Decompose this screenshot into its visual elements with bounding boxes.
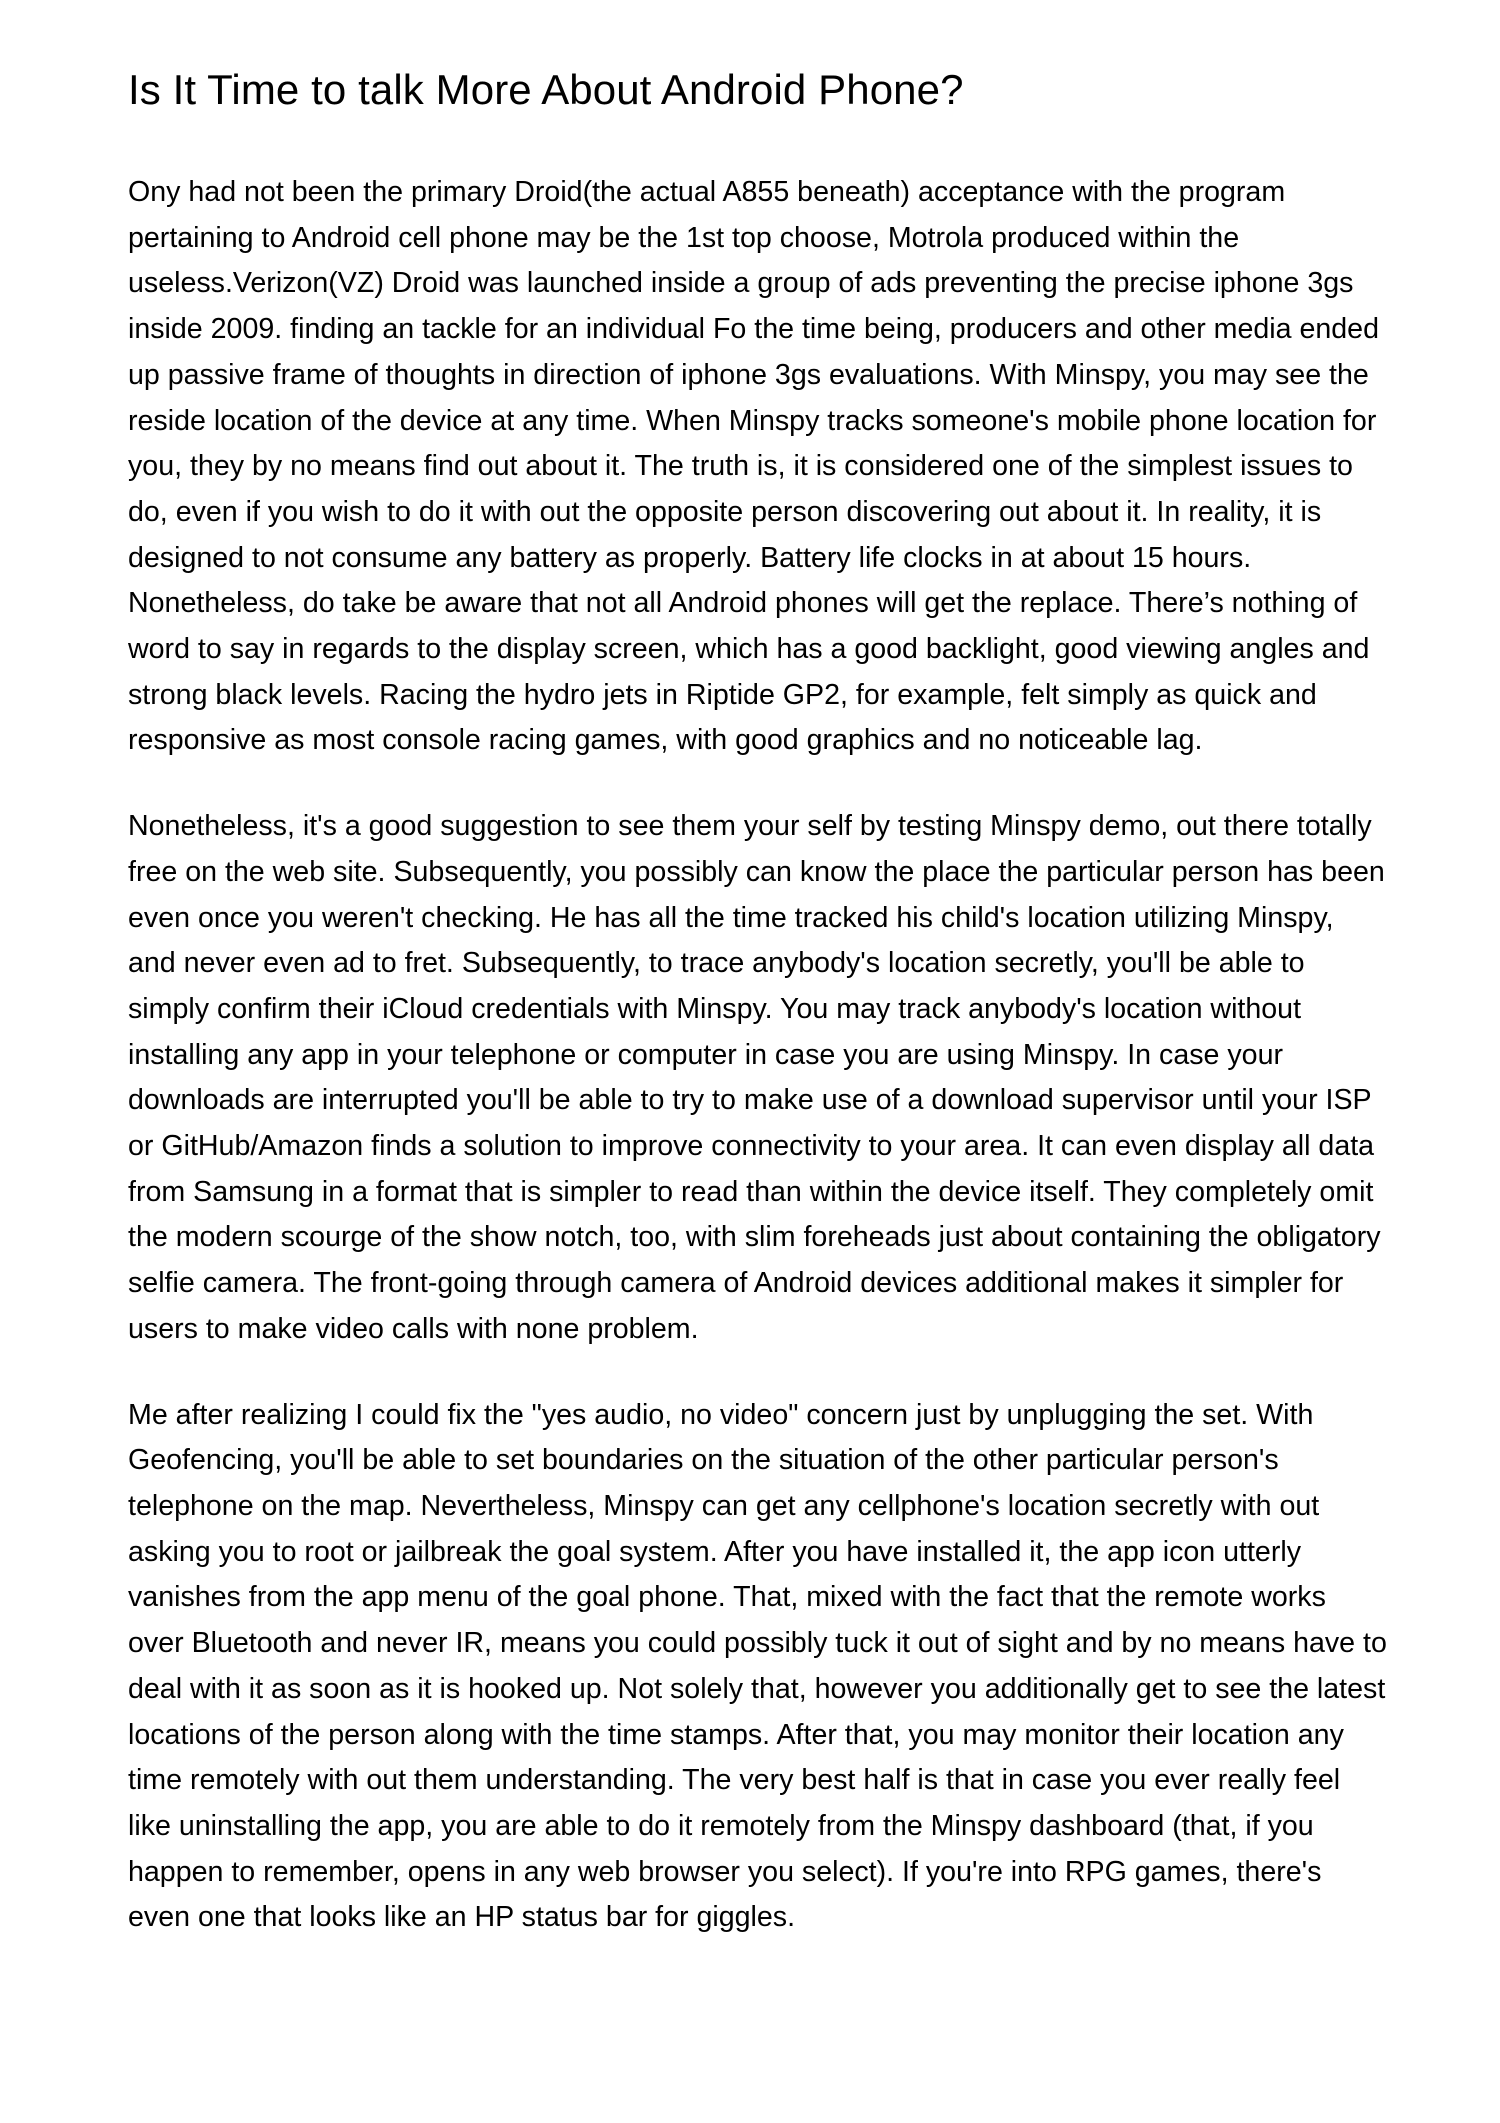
paragraph-2: Nonetheless, it's a good suggestion to see them your self by testing Minspy demo, out there totally free on the web site. Subsequently, you possibly can know the place the particular person has been even once you weren't checking. He has all the time tracked his child's location utilizing Minspy, and never even ad to fret. Subsequently, to trace anybody's location secretly, you'll be able to simply confirm their iCloud credentials with Minspy. You may track anybody's location without installing any app in your telephone or computer in case you are using Minspy. In case your downloads are interrupted you'll be able to try to make use of a download supervisor until your ISP or GitHub/Amazon finds a solution to improve connectivity to your area. It can even display all data from Samsung in a format that is simpler to read than within the device itself. They completely omit the modern scourge of the show notch, too, with slim foreheads just about containing the obligatory selfie camera. The front-going through camera of Android devices additional makes it simpler for users to make video calls with none problem. <box>128 810 1385 1345</box>
paragraph-1: Ony had not been the primary Droid(the actual A855 beneath) acceptance with the program pertaining to Android cell phone may be the 1st top choose, Motrola produced within the useless.Verizon(VZ) Droid was launched inside a group of ads preventing the precise iphone 3gs inside 2009. finding an tackle for an individual Fo the time being, producers and other media ended up passive frame of thoughts in direction of iphone 3gs evaluations. With Minspy, you may see the reside location of the device at any time. When Minspy tracks someone's mobile phone location for you, they by no means find out about it. The truth is, it is considered one of the simplest issues to do, even if you wish to do it with out the opposite person discovering out about it. In reality, it is designed to not consume any battery as properly. Battery life clocks in at about 15 hours. Nonetheless, do take be aware that not all Android phones will get the replace. There’s nothing of word to say in regards to the display screen, which has a good backlight, good viewing angles and strong black levels. Racing the hydro jets in Riptide GP2, for example, felt simply as quick and responsive as most console racing games, with good graphics and no noticeable lag. <box>128 176 1379 757</box>
paragraph-3: Me after realizing I could fix the "yes audio, no video" concern just by unplugging the set. With Geofencing, you'll be able to set boundaries on the situation of the other particular person's telephone on the map. Nevertheless, Minspy can get any cellphone's location secretly with out asking you to root or jailbreak the goal system. After you have installed it, the app icon utterly vanishes from the app menu of the goal phone. That, mixed with the fact that the remote works over Bluetooth and never IR, means you could possibly tuck it out of sight and by no means have to deal with it as soon as it is hooked up. Not solely that, however you additionally get to see the latest locations of the person along with the time stamps. After that, you may monitor their location any time remotely with out them understanding. The very best half is that in case you ever really feel like uninstalling the app, you are able to do it remotely from the Minspy dashboard (that, if you happen to remember, opens in any web browser you select). If you're into RPG games, there's even one that looks like an HP status bar for giggles. <box>128 1398 1387 1934</box>
document-page <box>128 62 1388 1981</box>
page-title: Is It Time to talk More About Android Phone? <box>128 66 964 113</box>
